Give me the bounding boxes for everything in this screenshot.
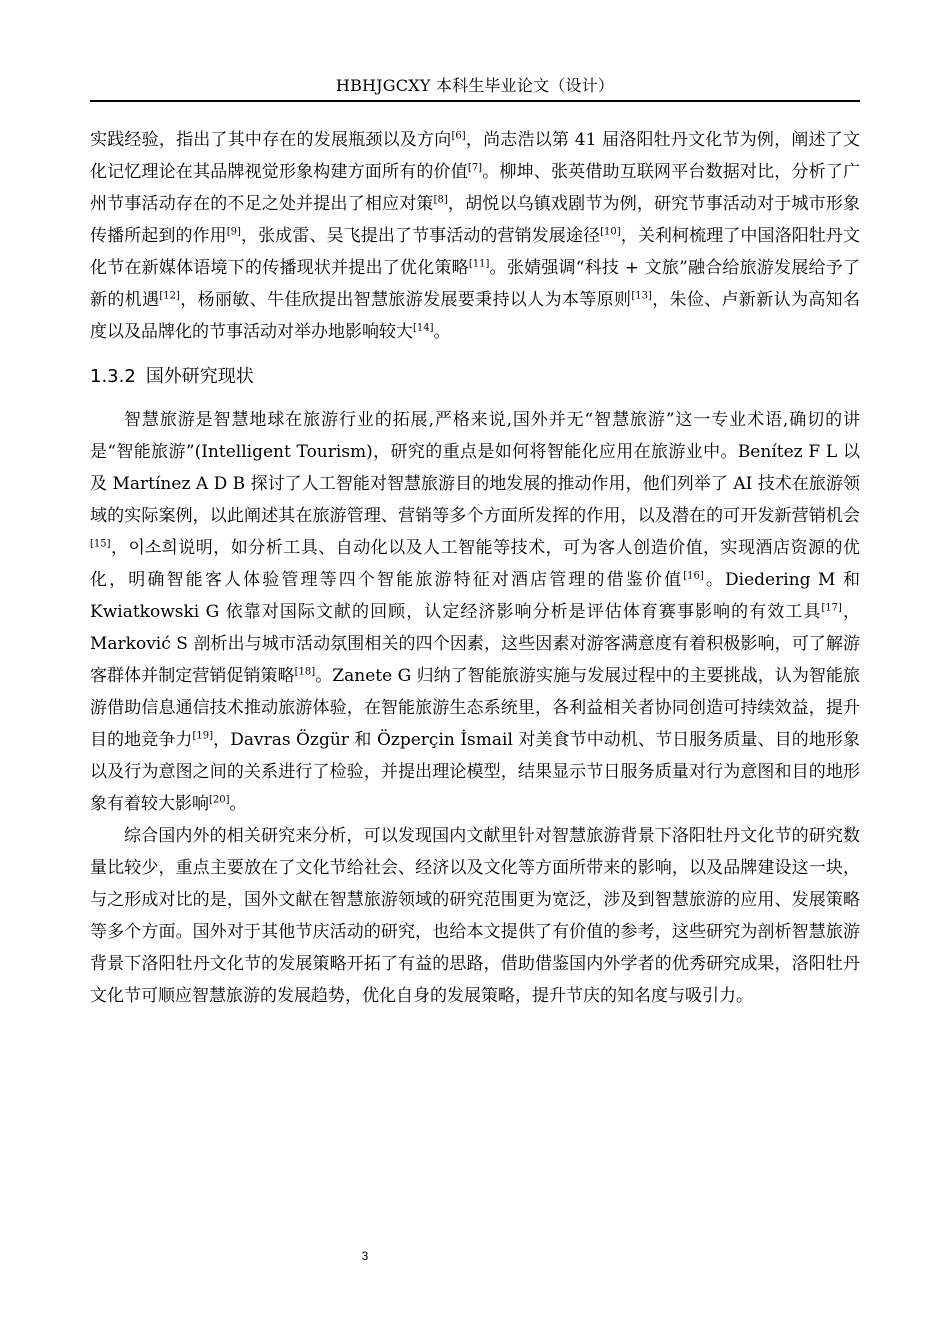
- text-run: ，胡悦以乌镇戏剧节为例，研究节事活动对于城市形象传播所起到的作用: [90, 194, 861, 246]
- text-run: ，이소희说明，如分析工具、自动化以及人工智能等技术，可为客人创造价值，实现酒店资源的优化，明确智能客人体验管理等四个智能旅游特征对酒店管理的借鉴价值: [90, 538, 860, 590]
- citation-marker: [7]: [467, 162, 483, 174]
- header-rule: [90, 100, 860, 102]
- text-run: ，Marković S 剖析出与城市活动氛围相关的四个因素，这些因素对游客满意度有着积极影响，可了解游客群体并制定营销促销策略: [90, 602, 861, 686]
- citation-marker: [19]: [192, 730, 214, 742]
- text-run: ，张成雷、吴飞提出了节事活动的营销发展途径: [240, 226, 601, 246]
- citation-marker: [12]: [159, 290, 180, 302]
- paragraph: [90, 820, 860, 1012]
- text-run: 实践经验，指出了其中存在的发展瓶颈以及方向: [90, 130, 452, 150]
- text-run: 。Diedering M 和 Kwiatkowski G 依靠对国际文献的回顾，认定经济影响分析是评估体育赛事影响的有效工具: [90, 570, 860, 622]
- citation-marker: [18]: [294, 666, 316, 678]
- section-paragraphs: [90, 404, 860, 1012]
- citation-marker: [9]: [226, 226, 241, 238]
- citation-marker: [8]: [433, 194, 448, 206]
- section-title: 国外研究现状: [145, 366, 254, 387]
- page-header: HBHJGCXY 本科生毕业论文（设计）: [335, 76, 615, 95]
- citation-marker: [14]: [413, 322, 434, 334]
- text-run: ，关利柯梳理了中国洛阳牡丹文化节在新媒体语境下的传播现状并提出了优化策略: [90, 226, 861, 278]
- text-run: 。张婧强调“科技 + 文旅”融合给旅游发展给予了新的机遇: [90, 258, 860, 310]
- paragraph: [90, 404, 860, 820]
- top-paragraphs: [90, 124, 860, 348]
- text-run: ，尚志浩以第 41 届洛阳牡丹文化节为例，阐述了文化记忆理论在其品牌视觉形象构建方面所有的价值: [90, 130, 860, 182]
- text-run: 。: [433, 322, 451, 342]
- text-run: 。: [229, 794, 247, 814]
- citation-marker: [17]: [821, 602, 842, 614]
- citation-marker: [20]: [209, 794, 230, 806]
- section-heading: [90, 360, 860, 394]
- citation-marker: [6]: [451, 130, 466, 142]
- citation-marker: [11]: [468, 258, 490, 270]
- text-run: ，Davras Özgür 和 Özperçin İsmail 对美食节中动机、节日服务质量、目的地形象以及行为意图之间的关系进行了检验，并提出理论模型，结果显示节日服务质量对行为意图和目的地形象有着较大影响: [90, 730, 860, 814]
- paragraph: [90, 124, 860, 348]
- text-run: ，杨丽敏、牛佳欣提出智慧旅游发展要秉持以人为本等原则: [179, 290, 632, 310]
- section-number: 1.3.2: [90, 366, 136, 387]
- text-run: 智慧旅游是智慧地球在旅游行业的拓展,严格来说,国外并无“智慧旅游”这一专业术语,确切的讲是“智能旅游”(Intelligent Tourism)，研究的重点是如何将智能化应用在旅游业中。Benítez F L 以及 Martínez A D B 探讨了人工智能对智慧旅游目的地发展的推动作用，他们列举了 AI 技术在旅游领域的实际案例，以此阐述其在旅游管理、营销等多个方面所发挥的作用，以及潜在的可开发新营销机会: [90, 410, 860, 526]
- body-text: [90, 124, 860, 1012]
- page-number: 3: [361, 1249, 369, 1263]
- text-run: 综合国内外的相关研究来分析，可以发现国内文献里针对智慧旅游背景下洛阳牡丹文化节的研究数量比较少，重点主要放在了文化节给社会、经济以及文化等方面所带来的影响，以及品牌建设这一块，与之形成对比的是，国外文献在智慧旅游领域的研究范围更为宽泛，涉及到智慧旅游的应用、发展策略等多个方面。国外对于其他节庆活动的研究，也给本文提供了有价值的参考，这些研究为剖析智慧旅游背景下洛阳牡丹文化节的发展策略开拓了有益的思路，借助借鉴国内外学者的优秀研究成果，洛阳牡丹文化节可顺应智慧旅游的发展趋势，优化自身的发展策略，提升节庆的知名度与吸引力。: [90, 826, 860, 1006]
- text-run: 。柳坤、张英借助互联网平台数据对比，分析了广州节事活动存在的不足之处并提出了相应对策: [90, 162, 861, 214]
- citation-marker: [10]: [600, 226, 621, 238]
- citation-marker: [13]: [631, 290, 652, 302]
- text-run: 。Zanete G 归纳了智能旅游实施与发展过程中的主要挑战，认为智能旅游借助信息通信技术推动旅游体验，在智能旅游生态系统里，各利益相关者协同创造可持续效益，提升目的地竞争力: [90, 666, 860, 750]
- citation-marker: [16]: [683, 570, 704, 582]
- text-run: ，朱俭、卢新新认为高知名度以及品牌化的节事活动对举办地影响较大: [90, 290, 861, 342]
- citation-marker: [15]: [90, 538, 111, 550]
